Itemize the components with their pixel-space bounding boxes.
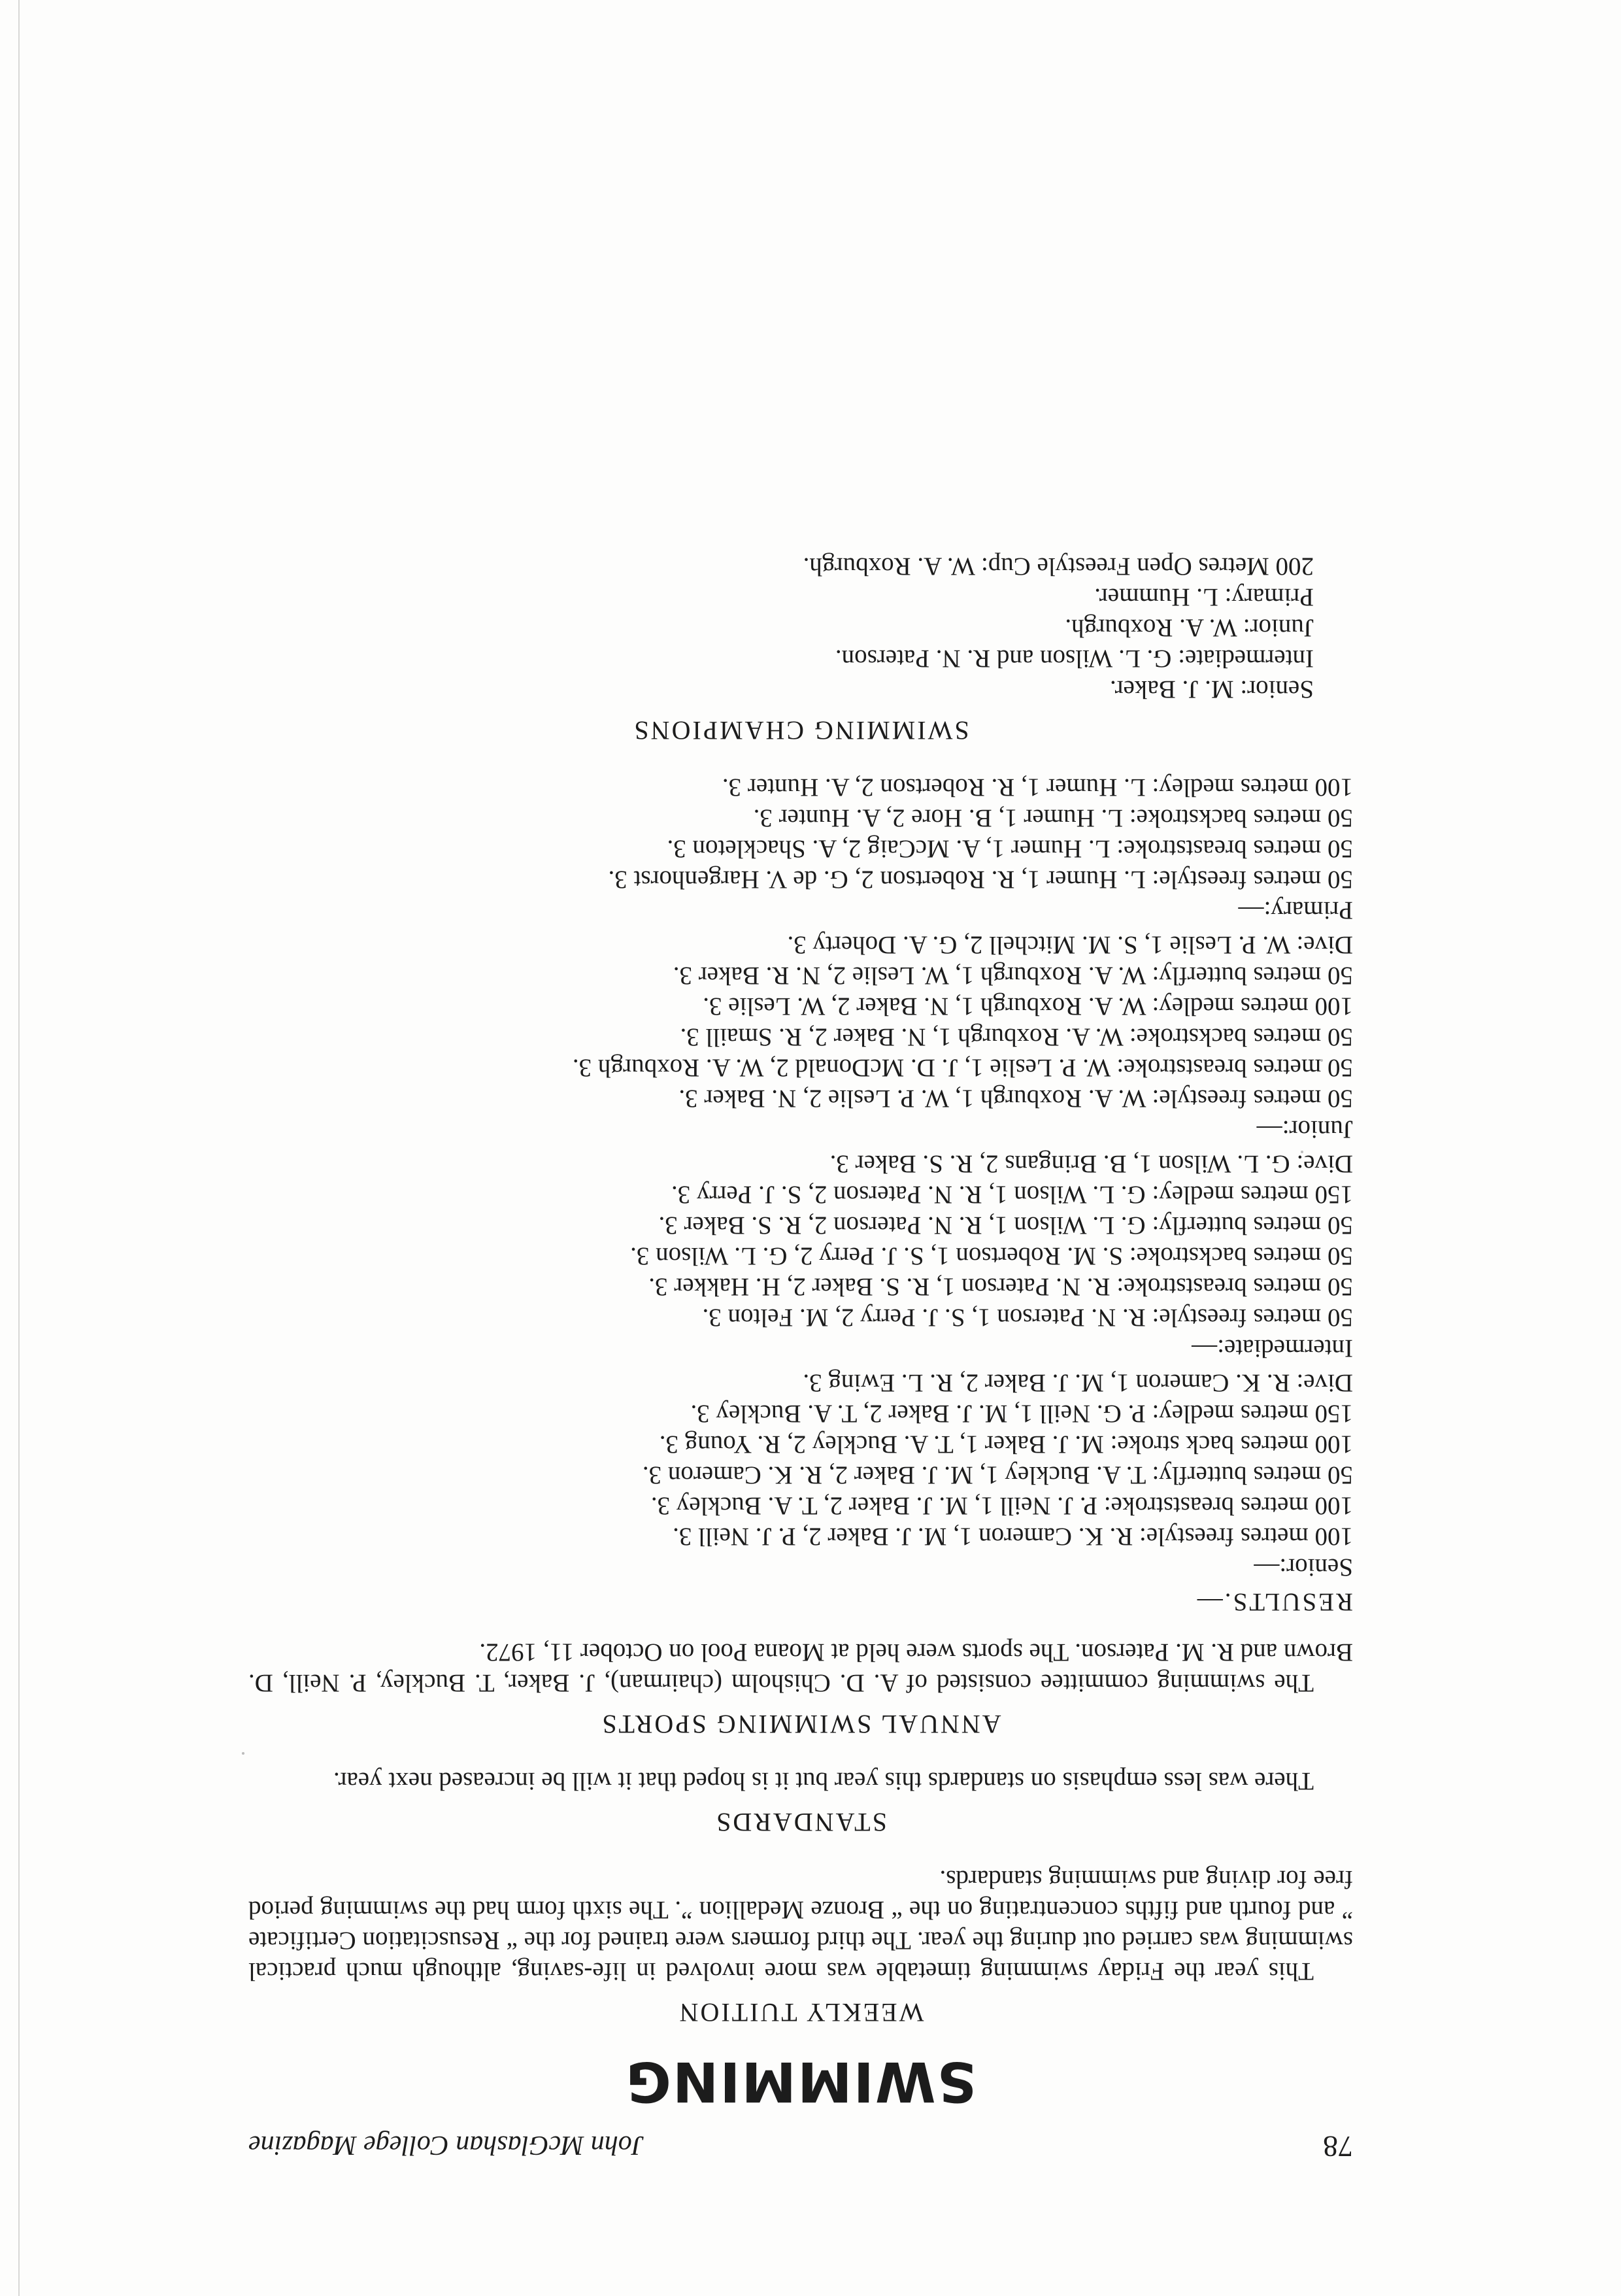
result-line: 50 metres butterfly: W. A. Roxburgh 1, W. Leslie 2, N. R. Baker 3. bbox=[673, 962, 1353, 990]
page-number: 78 bbox=[1323, 2130, 1353, 2163]
result-line: 50 metres backstroke: L. Humer 1, B. Hore 2, A. Hunter 3. bbox=[753, 804, 1353, 832]
group-label: Junior:— bbox=[1256, 1115, 1353, 1143]
champion-line: Intermediate: G. L. Wilson and R. N. Paterson. bbox=[835, 645, 1314, 673]
result-line: 50 metres backstroke: S. M. Robertson 1, S. J. Perry 2, G. L. Wilson 3. bbox=[630, 1242, 1353, 1270]
result-line: 150 metres medley: G. L. Wilson 1, R. N. Paterson 2, S. J. Perry 3. bbox=[671, 1181, 1353, 1209]
result-line: Dive: R. K. Cameron 1, M. J. Baker 2, R. L. Ewing 3. bbox=[803, 1369, 1353, 1397]
group-label: Primary:— bbox=[1238, 896, 1353, 924]
result-line: 50 metres backstroke: W. A. Roxburgh 1, N. Baker 2, R. Smaill 3. bbox=[680, 1023, 1353, 1051]
result-line: 100 metres back stroke: M. J. Baker 1, T. A. Buckley 2, R. Young 3. bbox=[659, 1430, 1353, 1459]
champion-line: 200 Metres Open Freestyle Cup: W. A. Roxburgh. bbox=[803, 552, 1314, 581]
result-line: Dive: G. L. Wilson 1, B. Bringans 2, R. S. Baker 3. bbox=[829, 1150, 1353, 1178]
group-label: Senior:— bbox=[1254, 1553, 1353, 1581]
results-senior bbox=[248, 1368, 1353, 1583]
result-line: 50 metres freestyle: W. A. Roxburgh 1, W. P. Leslie 2, N. Baker 3. bbox=[678, 1085, 1353, 1113]
result-line: 50 metres breaststroke: W. P. Leslie 1, J. D. McDonald 2, W. A. Roxburgh 3. bbox=[572, 1054, 1353, 1082]
result-line: 50 metres butterfly: G. L. Wilson 1, R. N. Paterson 2, R. S. Baker 3. bbox=[658, 1211, 1353, 1240]
result-line: 50 metres breaststroke: R. N. Paterson 1, R. S. Baker 2, H. Hakker 3. bbox=[648, 1273, 1353, 1301]
page-title: SWIMMING bbox=[624, 2050, 977, 2114]
results-primary bbox=[248, 772, 1353, 926]
standards-text: There was less emphasis on standards this year but it is hoped that it will be increased next year. bbox=[333, 1767, 1314, 1795]
results-intermediate bbox=[248, 1149, 1353, 1364]
champion-line: Junior: W. A. Roxburgh. bbox=[1065, 614, 1314, 642]
group-label: Intermediate:— bbox=[1192, 1334, 1353, 1362]
page-content bbox=[248, 551, 1353, 2162]
result-line: 50 metres freestyle: L. Humer 1, R. Robertson 2, G. de V. Hargenhorst 3. bbox=[608, 866, 1353, 894]
running-head bbox=[248, 2129, 1353, 2162]
result-line: 100 metres breaststroke: P. J. Neill 1, M. J. Baker 2, T. A. Buckley 3. bbox=[650, 1492, 1353, 1520]
weekly-tuition-text: This year the Friday swimming timetable was more involved in life-saving, although much practical swimming was carried out during the year. The third formers were trained for the “ Resuscitation Certificate ” and fourth and fifths concentrating on the “ Bronze Medallion ”. The sixth form had the swimming period free for diving and swimming standards. bbox=[248, 1865, 1353, 1985]
result-line: 100 metres medley: W. A. Roxburgh 1, N. Baker 2, W. Leslie 3. bbox=[703, 992, 1353, 1021]
champion-line: Senior: M. J. Baker. bbox=[1110, 675, 1314, 703]
results-heading: RESULTS.— bbox=[1195, 1588, 1353, 1616]
annual-sports-heading: ANNUAL SWIMMING SPORTS bbox=[600, 1710, 1001, 1739]
results-junior bbox=[248, 930, 1353, 1145]
champions-heading: SWIMMING CHAMPIONS bbox=[632, 716, 969, 745]
result-line: 100 metres medley: L. Humer 1, R. Robertson 2, A. Hunter 3. bbox=[722, 773, 1353, 802]
annual-sports-text: The swimming committee consisted of A. D. Chisholm (chairman), J. Baker, T. Buckley, P. Neill, D. Brown and R. M. Paterson. The sports were held at Moana Pool on October 11, 1972. bbox=[248, 1638, 1353, 1697]
result-line: Dive: W. P. Leslie 1, S. M. Mitchell 2, G. A. Doherty 3. bbox=[787, 931, 1353, 959]
result-line: 150 metres medley: P. G. Neill 1, M. J. Baker 2, T. A. Buckley 3. bbox=[690, 1400, 1353, 1428]
result-line: 50 metres butterfly: T. A. Buckley 1, M. J. Baker 2, R. K. Cameron 3. bbox=[642, 1461, 1353, 1489]
magazine-title: John McGlashan College Magazine bbox=[248, 2130, 644, 2160]
weekly-tuition-heading: WEEKLY TUITION bbox=[677, 1998, 924, 2027]
result-line: 50 metres breaststroke: L. Humer 1, A. McCaig 2, A. Shackleton 3. bbox=[667, 835, 1353, 863]
champions-list bbox=[248, 551, 1353, 705]
champion-line: Primary: L. Hummer. bbox=[1094, 583, 1314, 611]
result-line: 100 metres freestyle: R. K. Cameron 1, M. J. Baker 2, P. J. Neill 3. bbox=[673, 1523, 1353, 1551]
standards-heading: STANDARDS bbox=[714, 1808, 887, 1837]
result-line: 50 metres freestyle: R. N. Paterson 1, S. J. Perry 2, M. Felton 3. bbox=[702, 1304, 1353, 1332]
